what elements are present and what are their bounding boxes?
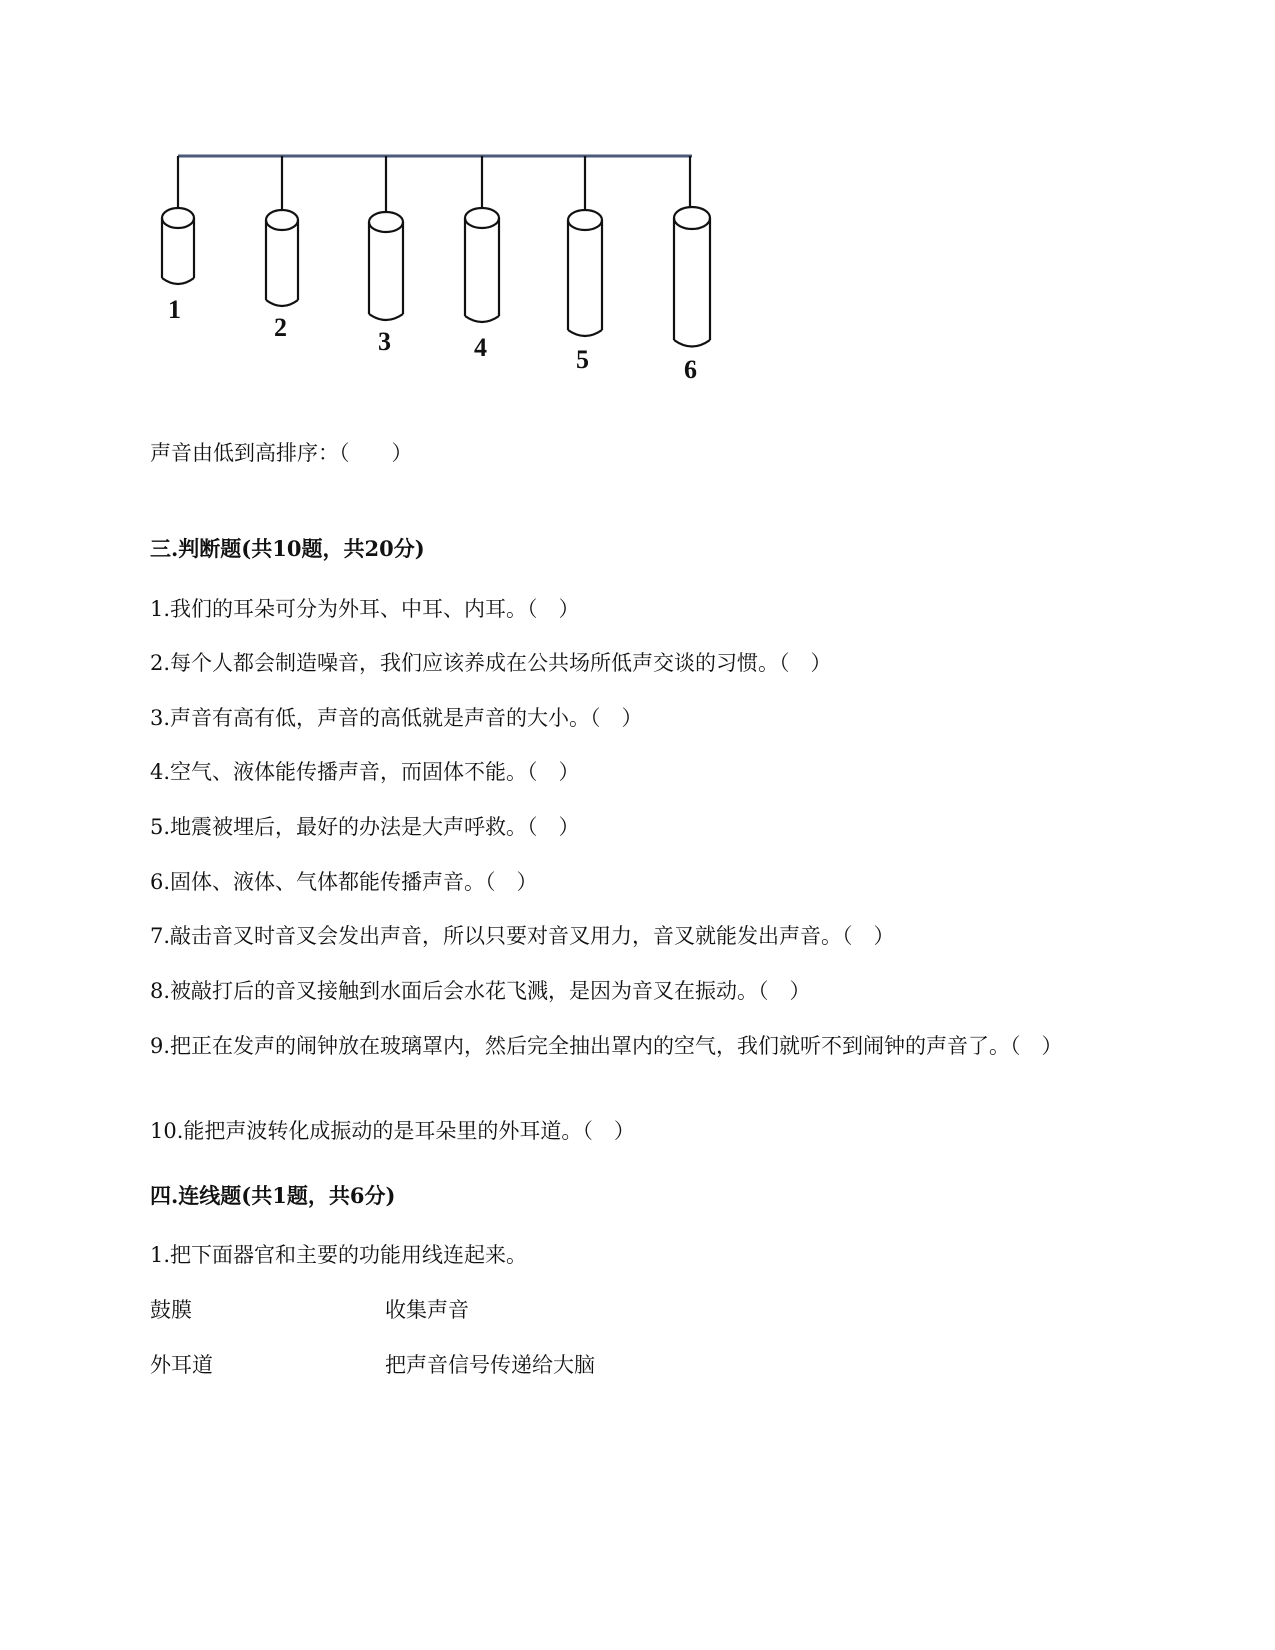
question-item: 7.敲击音叉时音叉会发出声音，所以只要对音叉用力，音叉就能发出声音。（ ） [150,924,895,948]
matching-organ: 鼓膜 [150,1298,192,1322]
matching-organ: 外耳道 [150,1353,213,1377]
question-item: 3.声音有高有低，声音的高低就是声音的大小。（ ） [150,706,643,730]
tubes-figure [150,150,750,410]
tube-4 [465,156,499,322]
question-item: 5.地震被埋后，最好的办法是大声呼救。（ ） [150,815,580,839]
question-item: 1.我们的耳朵可分为外耳、中耳、内耳。（ ） [150,597,580,621]
question-item: 9.把正在发声的闹钟放在玻璃罩内，然后完全抽出罩内的空气，我们就听不到闹钟的声音了。（ ） [150,1034,1063,1058]
section-3-heading: 三.判断题(共10题，共20分) [150,536,425,561]
tube-label-1: 1 [168,295,181,324]
question-item: 8.被敲打后的音叉接触到水面后会水花飞溅，是因为音叉在振动。（ ） [150,979,811,1003]
tube-5 [568,156,602,336]
tube-2 [266,156,298,306]
question-item: 2.每个人都会制造噪音，我们应该养成在公共场所低声交谈的习惯。（ ） [150,651,832,675]
matching-function: 收集声音 [385,1298,469,1322]
tube-label-6: 6 [684,355,697,384]
tube-label-2: 2 [274,313,287,342]
question-item: 10.能把声波转化成振动的是耳朵里的外耳道。（ ） [150,1119,635,1143]
tube-3 [369,156,403,320]
tube-1 [162,156,194,284]
hanging-tubes-diagram [150,150,750,410]
tube-6 [674,156,710,347]
matching-function: 把声音信号传递给大脑 [385,1353,595,1377]
tube-label-3: 3 [378,327,391,356]
matching-question: 1.把下面器官和主要的功能用线连起来。 [150,1243,528,1267]
sort-prompt: 声音由低到高排序：（ ） [150,441,413,465]
section-4-heading: 四.连线题(共1题，共6分) [150,1183,396,1208]
question-item: 4.空气、液体能传播声音，而固体不能。（ ） [150,760,580,784]
question-item: 6.固体、液体、气体都能传播声音。（ ） [150,870,538,894]
tube-label-4: 4 [474,333,487,362]
tube-label-5: 5 [576,345,589,374]
